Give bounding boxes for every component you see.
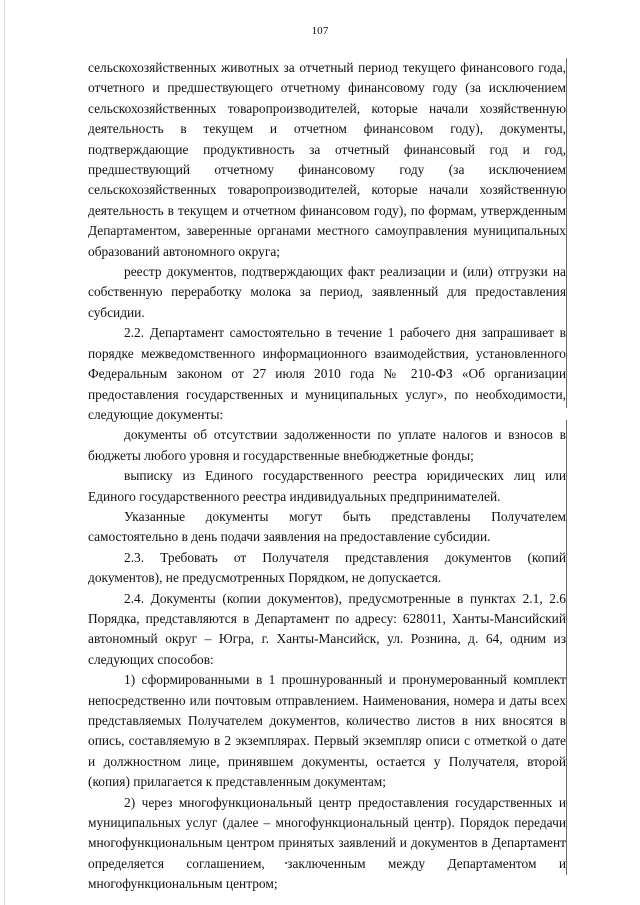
page-number: 107 bbox=[311, 25, 329, 37]
paragraph: 2.4. Документы (копии документов), предусмотренные в пунктах 2.1, 2.6 Порядка, представляются в Департамент по адресу: 628011, Ханты-Мансийский автономный округ – Югра, г. Ханты-Мансийск, ул. Рознина, д. 64, одним из следующих способов: bbox=[88, 590, 566, 667]
paragraph: документы об отсутствии задолженности по уплате налогов и взносов в бюджеты любого уровня и государственные внебюджетные фонды; bbox=[88, 427, 566, 463]
paragraph: 1) сформированными в 1 прошнурованный и пронумерованный комплект непосредственно или почтовым отправлением. Наименования, номера и даты всех представляемых Получателем документов, количество листов в них вносятся в опись, составляемую в 2 экземплярах. Первый экземпляр описи с отметкой о дате и должностном лице, принявшем документы, остается у Получателя, второй (копия) прилагается к представленным документам; bbox=[88, 672, 566, 790]
paragraph: сельскохозяйственных животных за отчетный период текущего финансового года, отчетного и предшествующего отчетному финансовому году (за исключением сельскохозяйственных товаропроизводителей, которые начали хозяйственную деятельность в текущем и отчетном финансовом году), документы, подтверждающие продуктивность за отчетный финансовый год и год, предшествующий отчетному финансовому году (за исключением сельскохозяйственных товаропроизводителей, которые начали хозяйственную деятельность в текущем и отчетном финансовом году), по формам, утвержденным Департаментом, заверенные органами местного самоуправления муниципальных образований автономного округа; bbox=[88, 60, 566, 259]
paragraph: реестр документов, подтверждающих факт реализации и (или) отгрузки на собственную переработку молока за период, заявленный для предоставления субсидии. bbox=[88, 264, 566, 320]
scan-margin-line bbox=[566, 58, 567, 408]
paragraph: 2.2. Департамент самостоятельно в течение 1 рабочего дня запрашивает в порядке межведомственного информационного взаимодействия, установленного Федеральным законом от 27 июля 2010 года № 210-ФЗ «Об организации предоставления государственных и муниципальных услуг», по необходимости, следующие документы: bbox=[88, 325, 566, 422]
paragraph: Указанные документы могут быть представлены Получателем самостоятельно в день подачи заявления на предоставление субсидии. bbox=[88, 508, 566, 545]
paragraph: 2.3. Требовать от Получателя представления документов (копий документов), не предусмотренных Порядком, не допускается. bbox=[88, 549, 566, 586]
scan-edge-line bbox=[4, 0, 5, 905]
document-body bbox=[88, 58, 566, 895]
paragraph: выписку из Единого государственного реестра юридических лиц или Единого государственного реестра индивидуальных предпринимателей. bbox=[88, 468, 566, 504]
paragraph: 2) через многофункциональный центр предоставления государственных и муниципальных услуг (далее – многофункциональный центр). Порядок передачи многофункциональным центром принятых заявлений и документов в Департамент определяется соглашением, заключенным между Департаментом и многофункциональным центром; bbox=[88, 794, 566, 892]
scan-margin-line bbox=[566, 420, 567, 875]
